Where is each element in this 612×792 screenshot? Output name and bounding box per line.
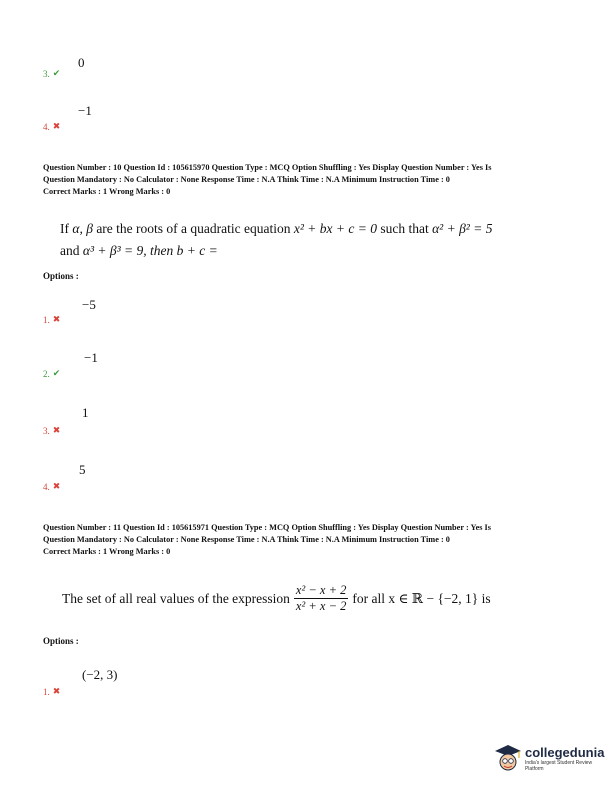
option-number: 3. — [43, 68, 50, 79]
q10-roots: α, β — [72, 221, 93, 236]
q10-text-line1 — [60, 219, 492, 239]
q10-option-3-value: 1 — [82, 405, 89, 420]
option-number: 3. — [43, 425, 50, 436]
logo-tagline: India's largest Student Review Platform — [524, 760, 593, 772]
q10-option-3-number — [43, 425, 60, 436]
q11-meta-line2: Question Mandatory : No Calculator : None Response Time : N.A Think Time : N.A Minimum Instruction Time : 0 — [43, 535, 450, 544]
graduate-mascot-icon — [494, 743, 522, 775]
q10-meta-line1: Question Number : 10 Question Id : 105615970 Question Type : MCQ Option Shuffling : Yes Display Question Number : Yes Is — [43, 163, 492, 172]
q10-option-1-number — [43, 314, 60, 325]
q11-option-1-value: (−2, 3) — [82, 667, 118, 682]
option-number: 1. — [43, 686, 50, 697]
q10-option-1-value: −5 — [82, 297, 96, 312]
q11-text-post: for all x ∈ ℝ − {−2, 1} is — [352, 590, 491, 606]
q10-condition-1: α² + β² = 5 — [432, 221, 493, 236]
cross-icon: ✖ — [52, 686, 61, 697]
q11-options-label: Options : — [43, 636, 79, 646]
option-number: 1. — [43, 314, 50, 325]
cross-icon: ✖ — [52, 481, 61, 492]
q10-equation: x² + bx + c = 0 — [293, 221, 377, 236]
check-icon: ✔ — [52, 368, 61, 379]
q10-and: and — [60, 243, 80, 258]
option-number: 4. — [43, 481, 50, 492]
q10-text-line2 — [60, 241, 218, 261]
q11-fraction-denominator: x² + x − 2 — [295, 599, 347, 613]
q11-text-pre: The set of all real values of the expression — [62, 590, 290, 606]
q10-option-2-value: −1 — [84, 350, 98, 365]
q10-if: If — [60, 221, 69, 236]
prev-option-3-value: 0 — [78, 55, 85, 70]
prev-option-4-value: −1 — [78, 103, 92, 118]
q10-options-label: Options : — [43, 271, 79, 281]
prev-option-3-number — [43, 68, 60, 79]
cross-icon: ✖ — [52, 314, 61, 325]
q11-meta-line1: Question Number : 11 Question Id : 105615971 Question Type : MCQ Option Shuffling : Yes Display Question Number : Yes Is — [43, 523, 492, 532]
prev-option-4-number — [43, 121, 60, 132]
cross-icon: ✖ — [52, 425, 61, 436]
q10-meta-line3: Correct Marks : 1 Wrong Marks : 0 — [43, 187, 171, 196]
q11-option-1-number — [43, 686, 60, 697]
q11-fraction — [294, 583, 348, 614]
q10-condition-2: α³ + β³ = 9, then b + c = — [82, 243, 218, 258]
q10-meta-line2: Question Mandatory : No Calculator : None Response Time : N.A Think Time : N.A Minimum Instruction Time : 0 — [43, 175, 450, 184]
q10-option-4-value: 5 — [79, 462, 86, 477]
q11-fraction-numerator: x² − x + 2 — [295, 583, 347, 597]
q10-mid: are the roots of a quadratic equation — [96, 221, 291, 236]
q10-option-2-number — [43, 368, 60, 379]
logo-name: collegedunia — [524, 745, 605, 760]
q10-option-4-number — [43, 481, 60, 492]
q10-meta — [43, 162, 491, 198]
q11-meta — [43, 522, 491, 558]
collegedunia-logo — [494, 743, 612, 775]
q11-text — [62, 583, 491, 614]
check-icon: ✔ — [52, 68, 61, 79]
option-number: 4. — [43, 121, 50, 132]
option-number: 2. — [43, 368, 50, 379]
cross-icon: ✖ — [52, 121, 61, 132]
q11-meta-line3: Correct Marks : 1 Wrong Marks : 0 — [43, 547, 171, 556]
q10-such-that: such that — [380, 221, 429, 236]
